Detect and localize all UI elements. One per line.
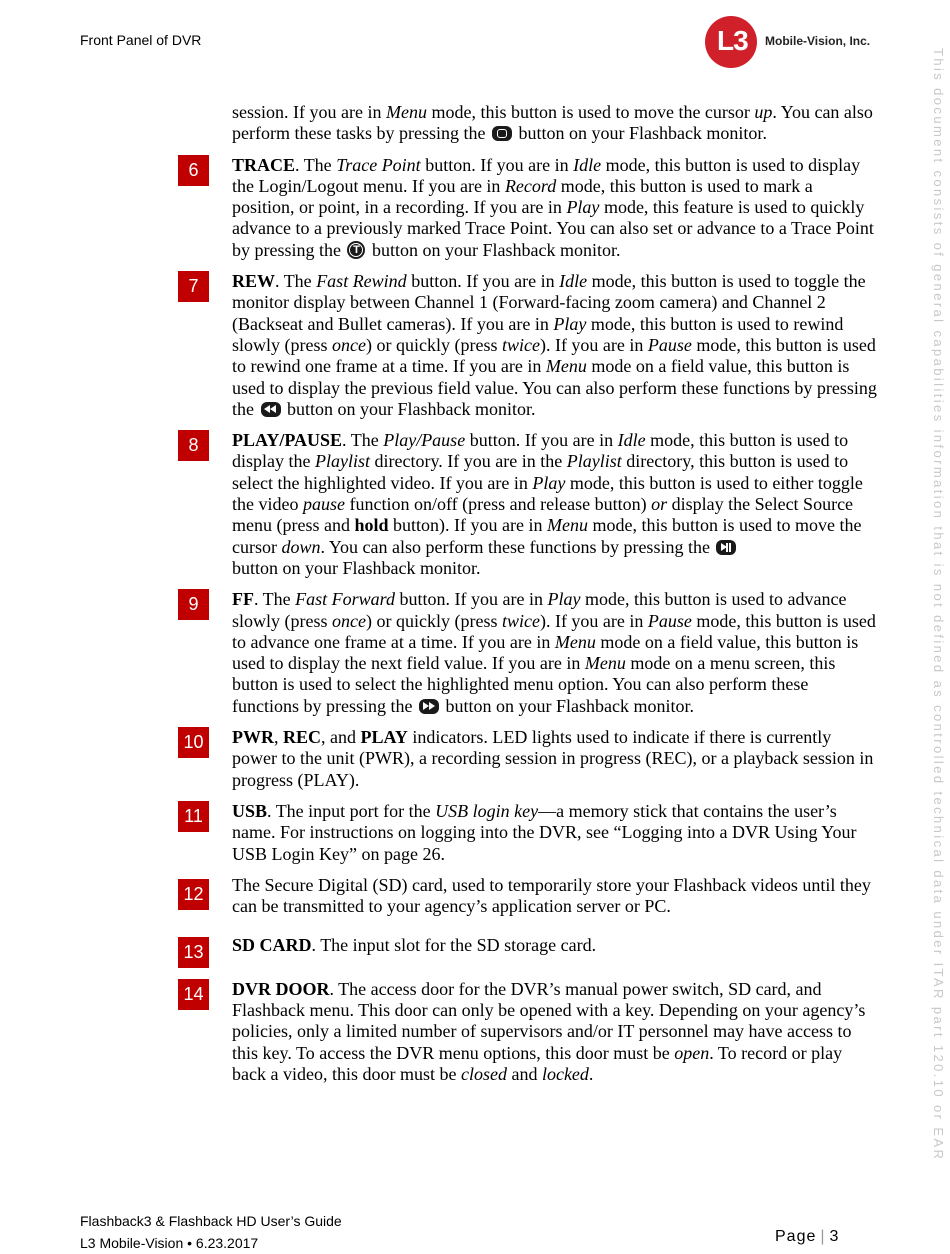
- footer-company-date: L3 Mobile-Vision • 6.23.2017: [80, 1235, 259, 1251]
- logo-name: Mobile-Vision, Inc.: [765, 34, 871, 48]
- list-item-12: 12 The Secure Digital (SD) card, used to temporarily store your Flashback videos until they can be transmitted to your agency’s application server or PC.: [232, 875, 877, 918]
- footer-document-info: [80, 1210, 342, 1254]
- intro-paragraph: session. If you are in Menu mode, this button is used to move the cursor up. You can also perform these tasks by pressing the button on your Flashback monitor.: [232, 102, 873, 144]
- play-pause-button-icon: [716, 540, 736, 555]
- page-word: Page: [775, 1228, 817, 1245]
- rewind-button-icon: [261, 402, 281, 417]
- logo-mark: L3: [717, 25, 748, 56]
- fast-forward-button-icon: [419, 699, 439, 714]
- list-item-13: 13 SD CARD. The input slot for the SD storage card.: [232, 935, 877, 956]
- item-number-badge: 13: [178, 937, 209, 968]
- item-number-badge: 12: [178, 879, 209, 910]
- list-item-9: 9 FF. The Fast Forward button. If you are in Play mode, this button is used to advance slowly (press once) or quickly (press twice). If you are in Pause mode, this button is used to advance one frame at a time. If you are in Menu mode on a field value, this button is used to display the next field value. If you are in Menu mode on a menu screen, this button is used to select the highlighted menu option. You can also perform these functions by pressing the button on your Flashback monitor.: [232, 589, 877, 717]
- list-item-8: 8 PLAY/PAUSE. The Play/Pause button. If you are in Idle mode, this button is used to display the Playlist directory. If you are in the Playlist directory, this button is used to select the highlighted video. If you are in Play mode, this button is used to either toggle the video pause function on/off (press and release button) or display the Select Source menu (press and hold button). If you are in Menu mode, this button is used to move the cursor down. You can also perform these functions by pressing the button on your Flashback monitor.: [232, 430, 877, 579]
- list-item-10: 10 PWR, REC, and PLAY indicators. LED lights used to indicate if there is currently power to the unit (PWR), a recording session in progress (REC), or a playback session in progress (PLAY).: [232, 727, 877, 791]
- up-button-icon: [492, 126, 512, 141]
- page-num: 3: [829, 1228, 840, 1245]
- item-number-badge: 6: [178, 155, 209, 186]
- logo-circle: [705, 16, 757, 68]
- document-body: [183, 102, 877, 1095]
- trace-button-icon: [347, 241, 365, 259]
- list-item-6: 6 TRACE. The Trace Point button. If you are in Idle mode, this button is used to display the Login/Logout menu. If you are in Record mode, this button is used to mark a position, or point, in a recording. If you are in Play mode, this feature is used to quickly advance to a previously marked Trace Point. You can also set or advance to a Trace Point by pressing the T button on your Flashback monitor.: [232, 155, 877, 261]
- company-logo: [705, 16, 875, 68]
- itar-side-notice: This document consists of general capabilities information that is not defined as controlled technical data under ITAR part 120.10 or EAR: [931, 48, 946, 1162]
- footer-guide-title: Flashback3 & Flashback HD User’s Guide: [80, 1213, 342, 1229]
- list-item-7: 7 REW. The Fast Rewind button. If you are in Idle mode, this button is used to toggle the monitor display between Channel 1 (Forward-facing zoom camera) and Channel 2 (Backseat and Bullet cameras). If you are in Play mode, this button is used to rewind slowly (press once) or quickly (press twice). If you are in Pause mode, this button is used to rewind one frame at a time. If you are in Menu mode on a field value, this button is used to display the previous field value. You can also perform these functions by pressing the button on your Flashback monitor.: [232, 271, 877, 420]
- list-item-14: 14 DVR DOOR. The access door for the DVR’s manual power switch, SD card, and Flashback menu. This door can only be opened with a key. Depending on your agency’s policies, only a limited number of supervisors and/or IT personnel may have access to this key. To access the DVR menu options, this door must be open. To record or play back a video, this door must be closed and locked.: [232, 979, 877, 1085]
- item-number-badge: 9: [178, 589, 209, 620]
- page-number: [775, 1228, 839, 1246]
- item-number-badge: 8: [178, 430, 209, 461]
- page-divider: |: [820, 1228, 826, 1245]
- item-number-badge: 7: [178, 271, 209, 302]
- item-number-badge: 11: [178, 801, 209, 832]
- item-number-badge: 10: [178, 727, 209, 758]
- header-section-title: Front Panel of DVR: [80, 32, 202, 48]
- list-item-11: 11 USB. The input port for the USB login key—a memory stick that contains the user’s name. For instructions on logging into the DVR, see “Logging into a DVR Using Your USB Login Key” on page 26.: [232, 801, 877, 865]
- item-number-badge: 14: [178, 979, 209, 1010]
